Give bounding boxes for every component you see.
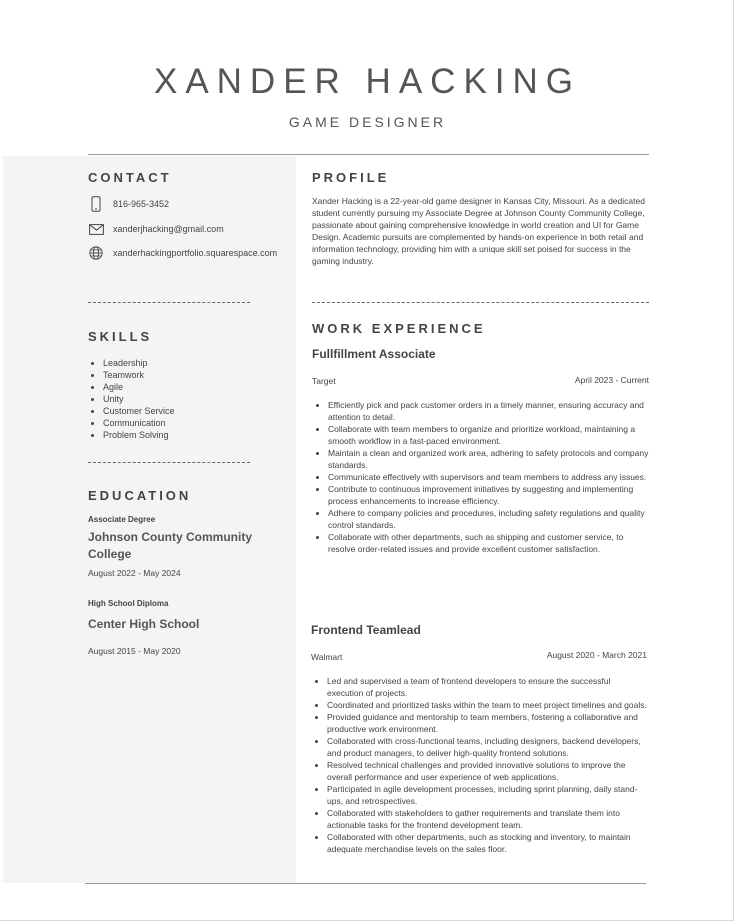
- job-dates: April 2023 - Current: [574, 375, 649, 385]
- skill-item: • Problem Solving: [103, 429, 175, 441]
- header-divider: [88, 154, 649, 155]
- job-duty: • Maintain a clean and organized work area, adhering to safety protocols and company standards.: [328, 447, 649, 471]
- sidebar-divider: [88, 462, 250, 463]
- job-duty: • Efficiently pick and pack customer orders in a timely manner, ensuring accuracy and attention to detail.: [328, 399, 649, 423]
- contact-website: [88, 245, 277, 261]
- job-company: Target: [312, 376, 336, 386]
- sidebar-divider: [88, 302, 250, 303]
- job-duty: • Participated in agile development processes, including sprint planning, daily stand-ups, and retrospectives.: [327, 783, 648, 807]
- job-duty: • Collaborate with team members to organize and prioritize workload, maintaining a smooth workflow in a fast-paced environment.: [328, 423, 649, 447]
- job-company: Walmart: [311, 652, 343, 662]
- skill-item: • Customer Service: [103, 405, 175, 417]
- job-title: Frontend Teamlead: [311, 623, 421, 637]
- contact-phone: [88, 196, 169, 212]
- contact-heading: CONTACT: [88, 170, 172, 185]
- education-degree: High School Diploma: [88, 599, 169, 608]
- education-heading: EDUCATION: [88, 488, 192, 503]
- job-duty: • Led and supervised a team of frontend developers to ensure the successful execution of projects.: [327, 675, 648, 699]
- candidate-role: GAME DESIGNER: [288, 114, 447, 130]
- skill-item: • Teamwork: [103, 369, 175, 381]
- education-dates: August 2015 - May 2020: [88, 646, 181, 656]
- skills-heading: SKILLS: [88, 329, 153, 344]
- job-duty: • Collaborated with cross-functional teams, including designers, backend developers, and product managers, to deliver high-quality frontend solutions.: [327, 735, 648, 759]
- job-title: Fullfillment Associate: [312, 347, 436, 361]
- work-heading: WORK EXPERIENCE: [312, 321, 486, 336]
- phone-icon: [88, 196, 104, 212]
- job-duty: • Communicate effectively with supervisors and team members to address any issues.: [328, 471, 649, 483]
- email-link[interactable]: xanderjhacking@gmail.com: [113, 224, 224, 234]
- contact-email: [88, 221, 224, 237]
- skill-item: • Unity: [103, 393, 175, 405]
- skill-item: • Communication: [103, 417, 175, 429]
- footer-divider: [85, 883, 646, 884]
- education-dates: August 2022 - May 2024: [88, 568, 181, 578]
- candidate-name: XANDER HACKING: [153, 62, 582, 101]
- job-duty: • Collaborated with stakeholders to gather requirements and translate them into actionable tasks for the frontend development team.: [327, 807, 648, 831]
- education-school: Johnson County Community College: [88, 530, 252, 561]
- job-duty: • Resolved technical challenges and provided innovative solutions to improve the overall performance and user experience of web applications.: [327, 759, 648, 783]
- job-duties: [312, 675, 648, 855]
- main-divider: [312, 302, 649, 303]
- job-duty: • Provided guidance and mentorship to team members, fostering a collaborative and productive work environment.: [327, 711, 648, 735]
- profile-summary: Xander Hacking is a 22-year-old game designer in Kansas City, Missouri. As a dedicated student currently pursuing my Associate Degree at Johnson County Community College, passionate about gaining comprehensive knowledge in world creation and UI for Game Design. Academic pursuits are complemented by hands-on experience in both retail and information technology, providing him with a unique skill set poised for success in the gaming industry.: [312, 196, 645, 266]
- phone-text[interactable]: 816-965-3452: [113, 199, 170, 209]
- globe-icon: [88, 245, 104, 261]
- job-duties: [313, 399, 649, 555]
- job-dates: August 2020 - March 2021: [546, 650, 647, 660]
- job-duty: • Coordinated and prioritized tasks within the team to meet project timelines and goals.: [327, 699, 648, 711]
- education-school: Center High School: [88, 617, 200, 631]
- website-link[interactable]: xanderhackingportfolio.squarespace.com: [113, 248, 278, 258]
- skills-list: [88, 357, 175, 441]
- skill-item: • Agile: [103, 381, 175, 393]
- job-duty: • Collaborate with other departments, such as shipping and customer service, to resolve order-related issues and provide excellent customer satisfaction.: [328, 531, 649, 555]
- education-degree: Associate Degree: [88, 515, 156, 524]
- job-duty: • Collaborated with other departments, such as stocking and inventory, to maintain adequate merchandise levels on the sales floor.: [327, 831, 648, 855]
- job-duty: • Contribute to continuous improvement initiatives by suggesting and implementing process enhancements to increase efficiency.: [328, 483, 649, 507]
- job-duty: • Adhere to company policies and procedures, including safety regulations and quality control standards.: [328, 507, 649, 531]
- skill-item: • Leadership: [103, 357, 175, 369]
- profile-heading: PROFILE: [312, 170, 390, 185]
- mail-icon: [88, 221, 104, 237]
